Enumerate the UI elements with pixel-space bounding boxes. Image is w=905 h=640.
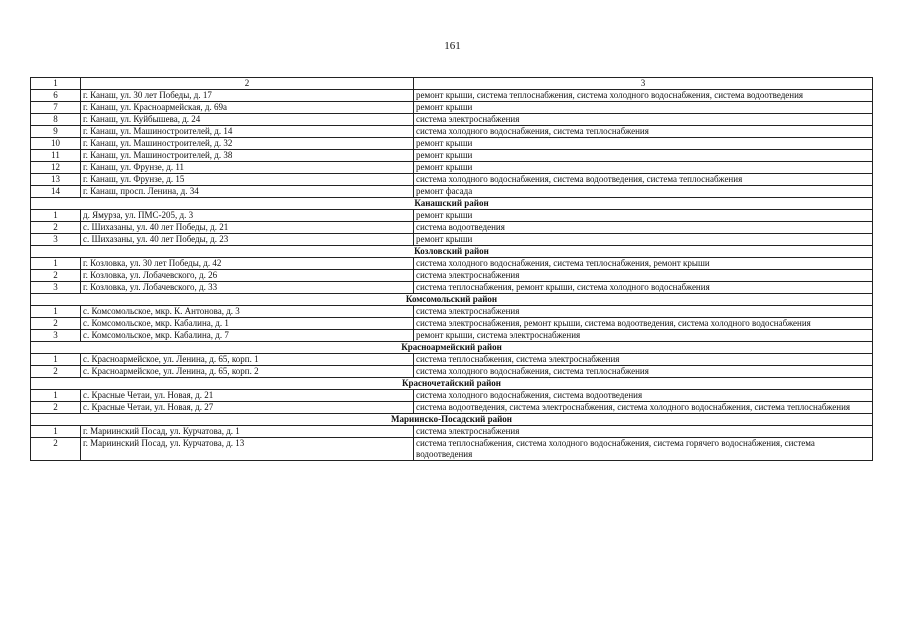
row-works: система теплоснабжения, ремонт крыши, система холодного водоснабжения [414, 282, 873, 294]
table-row [31, 126, 873, 138]
row-number: 3 [31, 330, 81, 342]
row-address: с. Красные Четаи, ул. Новая, д. 21 [81, 390, 414, 402]
row-works: система холодного водоснабжения, система теплоснабжения, ремонт крыши [414, 258, 873, 270]
table-row [31, 306, 873, 318]
row-number: 2 [31, 222, 81, 234]
row-address: г. Мариинский Посад, ул. Курчатова, д. 13 [81, 438, 414, 461]
row-works: система теплоснабжения, система электроснабжения [414, 354, 873, 366]
row-works: система электроснабжения [414, 426, 873, 438]
table-row [31, 90, 873, 102]
row-address: г. Канаш, ул. Фрунзе, д. 11 [81, 162, 414, 174]
row-address: с. Комсомольское, мкр. К. Антонова, д. 3 [81, 306, 414, 318]
row-number: 6 [31, 90, 81, 102]
row-address: г. Мариинский Посад, ул. Курчатова, д. 1 [81, 426, 414, 438]
table-row [31, 282, 873, 294]
district-heading: Канашский район [31, 198, 873, 210]
row-address: г. Канаш, ул. Фрунзе, д. 15 [81, 174, 414, 186]
district-heading: Козловский район [31, 246, 873, 258]
row-works: ремонт крыши [414, 102, 873, 114]
row-address: г. Канаш, ул. 30 лет Победы, д. 17 [81, 90, 414, 102]
row-address: г. Канаш, ул. Красноармейская, д. 69а [81, 102, 414, 114]
row-works: ремонт крыши [414, 150, 873, 162]
row-address: с. Шихазаны, ул. 40 лет Победы, д. 21 [81, 222, 414, 234]
row-address: г. Канаш, ул. Машиностроителей, д. 14 [81, 126, 414, 138]
row-works: система электроснабжения, ремонт крыши, система водоотведения, система холодного водоснабжения [414, 318, 873, 330]
table-row [31, 366, 873, 378]
district-heading-row [31, 246, 873, 258]
table-row [31, 426, 873, 438]
header-cell-number: 1 [31, 78, 81, 90]
table-row [31, 330, 873, 342]
table-row [31, 174, 873, 186]
table-row [31, 258, 873, 270]
row-number: 8 [31, 114, 81, 126]
row-works: ремонт крыши, система теплоснабжения, система холодного водоснабжения, система водоотведения [414, 90, 873, 102]
repair-table [30, 77, 873, 461]
row-address: с. Шихазаны, ул. 40 лет Победы, д. 23 [81, 234, 414, 246]
row-works: система теплоснабжения, система холодного водоснабжения, система горячего водоснабжения, система водоотведения [414, 438, 873, 461]
row-address: г. Канаш, просп. Ленина, д. 34 [81, 186, 414, 198]
row-number: 13 [31, 174, 81, 186]
row-number: 11 [31, 150, 81, 162]
row-works: ремонт крыши [414, 138, 873, 150]
table-row [31, 114, 873, 126]
district-heading-row [31, 198, 873, 210]
row-number: 12 [31, 162, 81, 174]
row-works: ремонт фасада [414, 186, 873, 198]
row-address: г. Канаш, ул. Машиностроителей, д. 32 [81, 138, 414, 150]
row-number: 1 [31, 354, 81, 366]
row-number: 2 [31, 318, 81, 330]
table-row [31, 354, 873, 366]
row-works: система холодного водоснабжения, система теплоснабжения [414, 126, 873, 138]
table-row [31, 150, 873, 162]
table-row [31, 270, 873, 282]
row-works: ремонт крыши [414, 162, 873, 174]
row-address: г. Канаш, ул. Машиностроителей, д. 38 [81, 150, 414, 162]
district-heading-row [31, 378, 873, 390]
table-row [31, 138, 873, 150]
row-number: 1 [31, 390, 81, 402]
row-number: 1 [31, 426, 81, 438]
row-address: с. Красноармейское, ул. Ленина, д. 65, корп. 2 [81, 366, 414, 378]
row-works: ремонт крыши [414, 210, 873, 222]
row-works: система водоотведения [414, 222, 873, 234]
district-heading-row [31, 294, 873, 306]
row-works: система электроснабжения [414, 114, 873, 126]
table-row [31, 222, 873, 234]
table-row [31, 210, 873, 222]
header-cell-address: 2 [81, 78, 414, 90]
row-works: ремонт крыши [414, 234, 873, 246]
row-works: система электроснабжения [414, 306, 873, 318]
row-number: 2 [31, 270, 81, 282]
row-address: с. Красноармейское, ул. Ленина, д. 65, корп. 1 [81, 354, 414, 366]
row-works: ремонт крыши, система электроснабжения [414, 330, 873, 342]
row-number: 10 [31, 138, 81, 150]
row-number: 9 [31, 126, 81, 138]
row-address: д. Ямурза, ул. ПМС-205, д. 3 [81, 210, 414, 222]
district-heading-row [31, 414, 873, 426]
table-row [31, 402, 873, 414]
row-number: 1 [31, 306, 81, 318]
row-number: 7 [31, 102, 81, 114]
row-number: 3 [31, 234, 81, 246]
row-number: 1 [31, 210, 81, 222]
row-number: 14 [31, 186, 81, 198]
row-address: с. Комсомольское, мкр. Кабалина, д. 1 [81, 318, 414, 330]
row-works: система холодного водоснабжения, система водоотведения [414, 390, 873, 402]
row-address: г. Канаш, ул. Куйбышева, д. 24 [81, 114, 414, 126]
district-heading: Комсомольский район [31, 294, 873, 306]
row-address: с. Комсомольское, мкр. Кабалина, д. 7 [81, 330, 414, 342]
table-row [31, 438, 873, 461]
row-number: 2 [31, 366, 81, 378]
row-works: система водоотведения, система электроснабжения, система холодного водоснабжения, система теплоснабжения [414, 402, 873, 414]
table-row [31, 234, 873, 246]
row-address: г. Козловка, ул. Лобачевского, д. 33 [81, 282, 414, 294]
row-address: г. Козловка, ул. Лобачевского, д. 26 [81, 270, 414, 282]
row-number: 3 [31, 282, 81, 294]
row-address: г. Козловка, ул. 30 лет Победы, д. 42 [81, 258, 414, 270]
table-row [31, 162, 873, 174]
row-number: 2 [31, 438, 81, 461]
row-works: система холодного водоснабжения, система теплоснабжения [414, 366, 873, 378]
row-works: система электроснабжения [414, 270, 873, 282]
page-number: 161 [444, 40, 461, 52]
header-row [31, 78, 873, 90]
district-heading-row [31, 342, 873, 354]
district-heading: Мариинско-Посадский район [31, 414, 873, 426]
table-row [31, 186, 873, 198]
row-works: система холодного водоснабжения, система водоотведения, система теплоснабжения [414, 174, 873, 186]
row-number: 1 [31, 258, 81, 270]
table-row [31, 102, 873, 114]
header-cell-works: 3 [414, 78, 873, 90]
row-number: 2 [31, 402, 81, 414]
table-body [31, 78, 873, 461]
row-address: с. Красные Четаи, ул. Новая, д. 27 [81, 402, 414, 414]
district-heading: Красноармейский район [31, 342, 873, 354]
table-row [31, 318, 873, 330]
table-row [31, 390, 873, 402]
district-heading: Красночетайский район [31, 378, 873, 390]
